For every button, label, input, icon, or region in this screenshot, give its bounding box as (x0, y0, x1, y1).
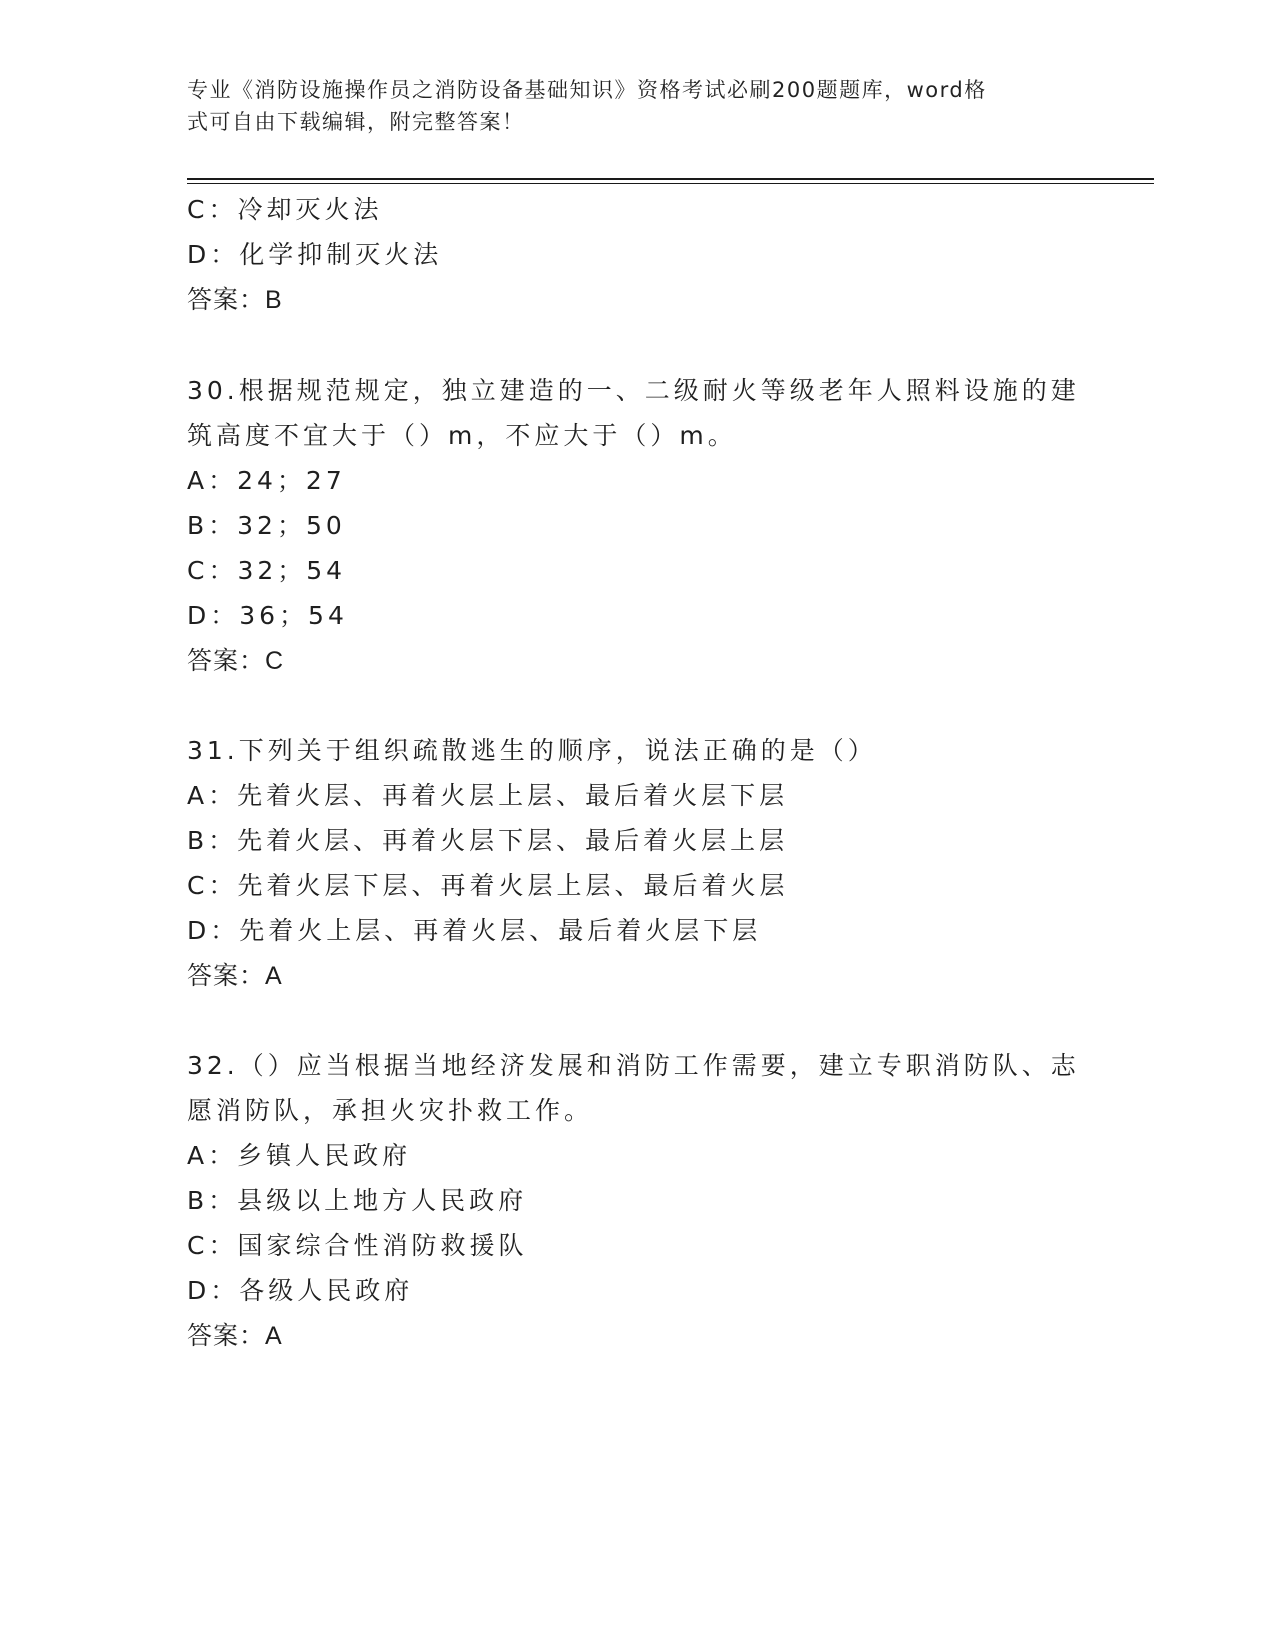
header-line-2: 式可自由下载编辑，附完整答案！ (187, 110, 525, 134)
q32-answer: 答案：A (187, 1322, 283, 1350)
q31-stem-line-1: 31.下列关于组织疏散逃生的顺序，说法正确的是（） (187, 736, 877, 765)
q32-option-d: D：各级人民政府 (187, 1276, 414, 1305)
q30-answer: 答案：C (187, 647, 285, 675)
q30-option-b: B：32；50 (187, 511, 346, 540)
q31-answer: 答案：A (187, 962, 283, 990)
q30-option-c: C：32；54 (187, 556, 347, 585)
q30-option-a: A：24；27 (187, 466, 346, 495)
q30-option-d: D：36；54 (187, 601, 348, 630)
q32-option-b: B：县级以上地方人民政府 (187, 1186, 528, 1215)
header-divider-thin (187, 183, 1154, 184)
document-header (187, 74, 1067, 138)
q29-option-d: D：化学抑制灭火法 (187, 240, 443, 269)
header-line-1: 专业《消防设施操作员之消防设备基础知识》资格考试必刷200题题库，word格 (187, 78, 987, 102)
q31-option-a: A：先着火层、再着火层上层、最后着火层下层 (187, 781, 789, 810)
q32-option-a: A：乡镇人民政府 (187, 1141, 412, 1170)
q32-stem-line-1: 32.（）应当根据当地经济发展和消防工作需要，建立专职消防队、志 (187, 1051, 1080, 1080)
q32-option-c: C：国家综合性消防救援队 (187, 1231, 528, 1260)
header-divider-thick (187, 178, 1154, 180)
q30-stem-line-2: 筑高度不宜大于（）m，不应大于（）m。 (187, 421, 737, 450)
q32-stem-line-2: 愿消防队，承担火灾扑救工作。 (187, 1096, 594, 1125)
q29-answer: 答案：B (187, 286, 283, 314)
q31-option-c: C：先着火层下层、再着火层上层、最后着火层 (187, 871, 789, 900)
q31-option-d: D：先着火上层、再着火层、最后着火层下层 (187, 916, 762, 945)
q30-stem-line-1: 30.根据规范规定，独立建造的一、二级耐火等级老年人照料设施的建 (187, 376, 1080, 405)
q31-option-b: B：先着火层、再着火层下层、最后着火层上层 (187, 826, 789, 855)
q29-option-c: C：冷却灭火法 (187, 195, 383, 224)
